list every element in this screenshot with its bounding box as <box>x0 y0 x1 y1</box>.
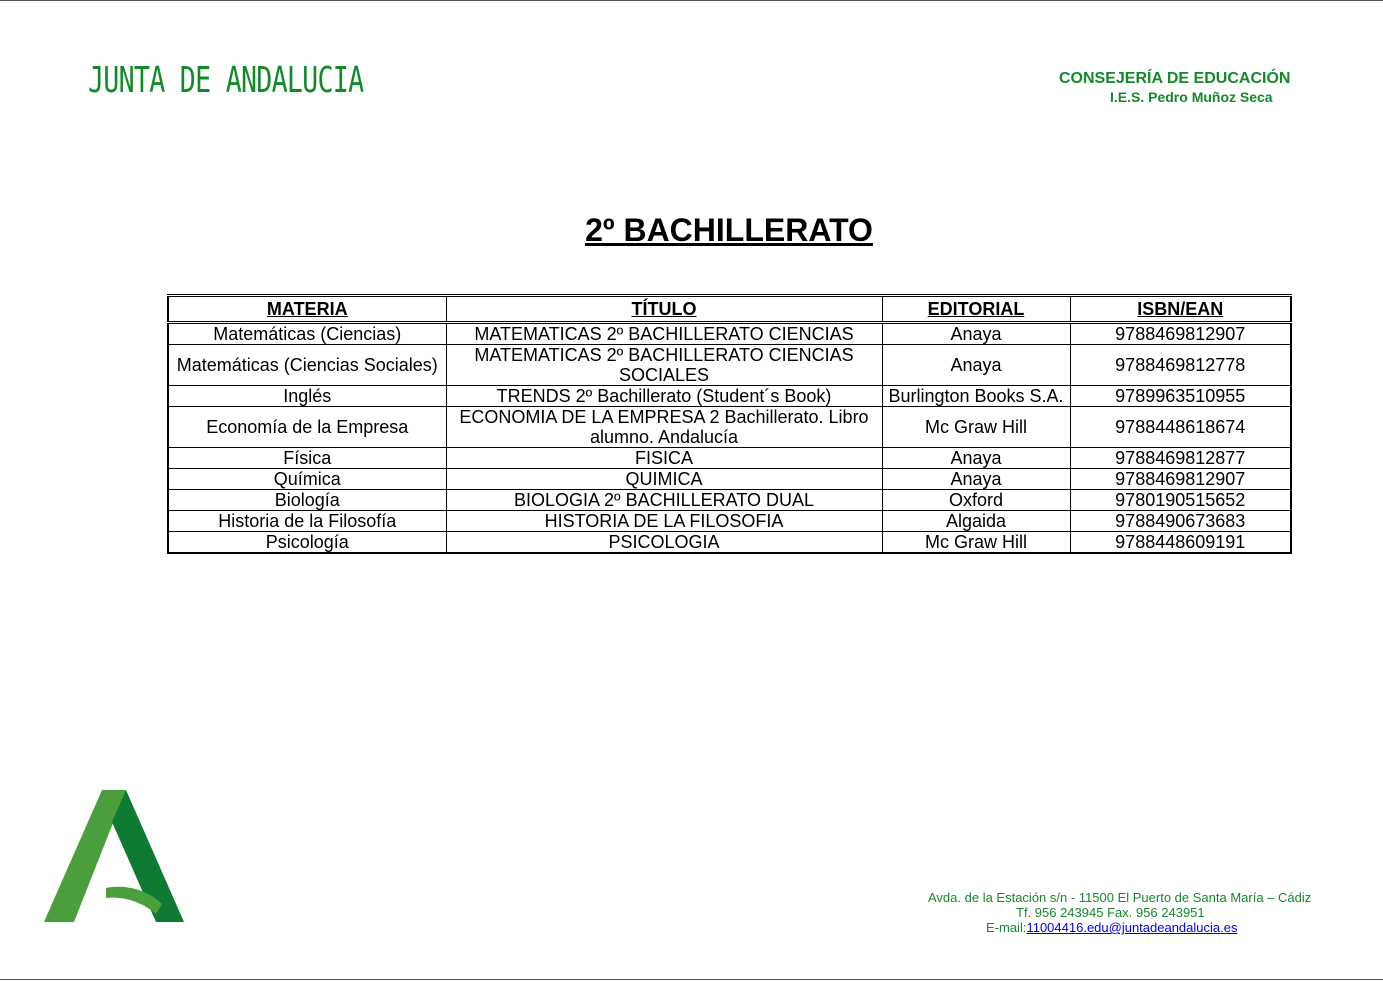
table-row <box>168 345 1291 386</box>
cell-editorial: Algaida <box>882 511 1070 532</box>
cell-isbn: 9788448609191 <box>1070 532 1291 554</box>
header-materia: MATERIA <box>168 296 446 323</box>
table-row <box>168 407 1291 448</box>
bottom-rule <box>0 979 1383 980</box>
junta-andalucia-logo-icon <box>44 790 186 924</box>
table-row <box>168 448 1291 469</box>
cell-titulo: QUIMICA <box>446 469 882 490</box>
cell-materia: Matemáticas (Ciencias) <box>168 323 446 345</box>
cell-editorial: Mc Graw Hill <box>882 532 1070 554</box>
cell-materia: Economía de la Empresa <box>168 407 446 448</box>
footer-email-label: E-mail: <box>986 920 1027 935</box>
footer-email-line <box>986 920 1311 935</box>
table-row <box>168 511 1291 532</box>
cell-materia: Biología <box>168 490 446 511</box>
header-editorial: EDITORIAL <box>882 296 1070 323</box>
cell-titulo: BIOLOGIA 2º BACHILLERATO DUAL <box>446 490 882 511</box>
table-header-row <box>168 296 1291 323</box>
cell-materia: Física <box>168 448 446 469</box>
cell-titulo: TRENDS 2º Bachillerato (Student´s Book) <box>446 386 882 407</box>
cell-isbn: 9788469812907 <box>1070 469 1291 490</box>
footer-contact <box>928 890 1311 935</box>
table-row <box>168 469 1291 490</box>
footer-phones: Tf. 956 243945 Fax. 956 243951 <box>1016 905 1205 920</box>
cell-titulo: MATEMATICAS 2º BACHILLERATO CIENCIAS <box>446 323 882 345</box>
cell-isbn: 9780190515652 <box>1070 490 1291 511</box>
table-row <box>168 323 1291 345</box>
cell-isbn: 9789963510955 <box>1070 386 1291 407</box>
textbook-table <box>167 294 1292 554</box>
cell-titulo: ECONOMIA DE LA EMPRESA 2 Bachillerato. Libro alumno. Andalucía <box>446 407 882 448</box>
cell-materia: Psicología <box>168 532 446 554</box>
cell-editorial: Anaya <box>882 345 1070 386</box>
cell-isbn: 9788448618674 <box>1070 407 1291 448</box>
cell-titulo: MATEMATICAS 2º BACHILLERATO CIENCIAS SOCIALES <box>446 345 882 386</box>
consejeria-label: CONSEJERÍA DE EDUCACIÓN <box>1059 70 1291 87</box>
cell-isbn: 9788469812877 <box>1070 448 1291 469</box>
cell-materia: Química <box>168 469 446 490</box>
footer-email-link[interactable]: 11004416.edu@juntadeandalucia.es <box>1026 920 1238 935</box>
cell-materia: Historia de la Filosofía <box>168 511 446 532</box>
cell-editorial: Anaya <box>882 469 1070 490</box>
cell-titulo: HISTORIA DE LA FILOSOFIA <box>446 511 882 532</box>
cell-materia: Inglés <box>168 386 446 407</box>
cell-editorial: Oxford <box>882 490 1070 511</box>
cell-isbn: 9788469812907 <box>1070 323 1291 345</box>
junta-brand-title: JUNTA DE ANDALUCIA <box>88 60 364 101</box>
table-row <box>168 386 1291 407</box>
cell-editorial: Anaya <box>882 448 1070 469</box>
cell-editorial: Mc Graw Hill <box>882 407 1070 448</box>
cell-isbn: 9788490673683 <box>1070 511 1291 532</box>
header-titulo: TÍTULO <box>446 296 882 323</box>
cell-titulo: FISICA <box>446 448 882 469</box>
cell-isbn: 9788469812778 <box>1070 345 1291 386</box>
cell-editorial: Anaya <box>882 323 1070 345</box>
cell-materia: Matemáticas (Ciencias Sociales) <box>168 345 446 386</box>
page-title: 2º BACHILLERATO <box>585 212 873 248</box>
footer-address: Avda. de la Estación s/n - 11500 El Puerto de Santa María – Cádiz <box>928 890 1312 905</box>
cell-editorial: Burlington Books S.A. <box>882 386 1070 407</box>
institute-label: I.E.S. Pedro Muñoz Seca <box>1110 89 1273 105</box>
header-isbn: ISBN/EAN <box>1070 296 1291 323</box>
cell-titulo: PSICOLOGIA <box>446 532 882 554</box>
top-rule <box>0 0 1383 1</box>
table-row <box>168 490 1291 511</box>
table-row <box>168 532 1291 554</box>
